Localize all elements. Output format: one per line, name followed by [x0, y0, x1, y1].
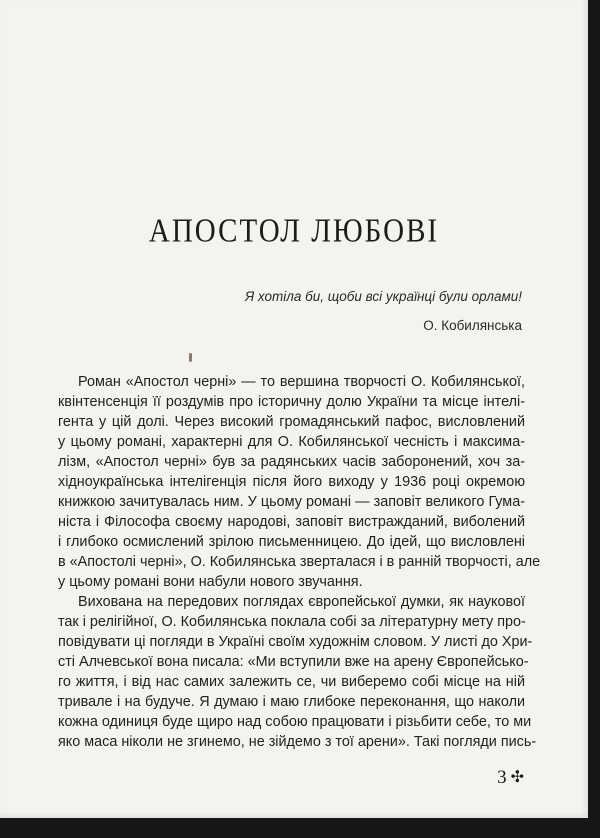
text-line: повідувати ці погляди в Україні своїм художнім словом. У листі до Хри-: [58, 634, 533, 650]
body-text: [58, 372, 541, 752]
text-line: лізм, «Апостол черні» був за радянських часів заборонений, хоч за-: [58, 454, 525, 470]
text-line: квінтенсенція її роздумів про історичну долю України та місце інтелі-: [58, 394, 525, 410]
text-line: так і релігійної, О. Кобилянська поклала собі за літературну мету про-: [58, 614, 526, 630]
paper-speck: [189, 353, 192, 362]
page-footer: [497, 767, 524, 789]
text-line: гента у цій долі. Через високий громадянський пафос, висловлений: [58, 414, 525, 430]
text-line: і глибоко осмислений зрілою письменницею. До ідей, що висловлені: [58, 534, 525, 550]
text-line: яко маса ніколи не згинемо, не зійдемо з тої арени». Такі погляди пись-: [58, 734, 537, 750]
text-line: сті Алчевської вона писала: «Ми вступили вже на арену Європейсько-: [58, 654, 529, 670]
epigraph-author: О. Кобилянська: [423, 318, 522, 333]
chapter-title: АПОСТОЛ ЛЮБОВІ: [148, 212, 440, 251]
text-line: го життя, і від нас самих залежить се, чи виберемо собі місце на ній: [58, 674, 525, 690]
text-line: в «Апостолі черні», О. Кобилянська зверталася і в ранній творчості, але: [58, 554, 541, 570]
text-line: у цьому романі вони набули нового звучання.: [58, 574, 363, 590]
text-line: книжкою зачитувалась ним. У цьому романі — заповіт великого Гума-: [58, 494, 525, 510]
page-number: 3: [497, 767, 507, 788]
epigraph-quote: Я хотіла би, щоби всі українці були орлами!: [244, 289, 522, 304]
paragraph: [58, 592, 537, 752]
text-line: ніста і Філософа своєму народові, заповіт вистражданий, виболений: [58, 514, 525, 530]
text-line: Роман «Апостол черні» — то вершина творчості О. Кобилянської,: [78, 374, 525, 390]
text-line: тривале і на будуче. Я думаю і маю глибоке переконання, що наколи: [58, 694, 525, 710]
text-line: у цьому романі, характерні для О. Кобилянської чесність і максима-: [58, 434, 525, 450]
paragraph: [58, 372, 541, 592]
four-petal-ornament-icon: ✣: [510, 769, 524, 786]
text-line: хідноукраїнська інтелігенція після його виходу у 1936 році окремою: [58, 474, 525, 490]
text-line: кожна одиниця буде щиро над собою працювати і різьбити себе, то ми: [58, 714, 532, 730]
text-line: Вихована на передових поглядах європейської думки, як наукової: [78, 594, 525, 610]
